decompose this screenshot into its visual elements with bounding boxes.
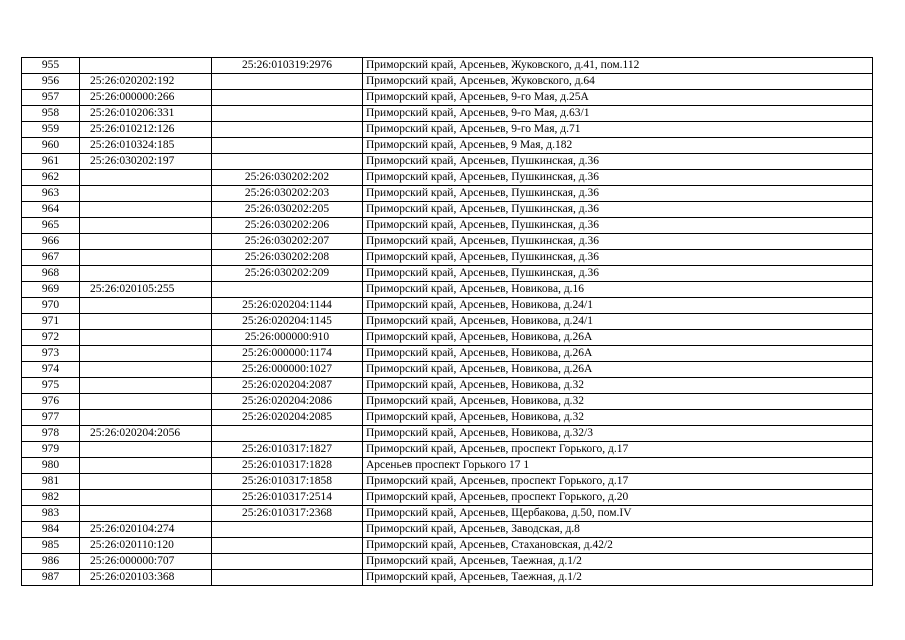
table-row [22, 490, 873, 506]
premises-cadastral-number-cell [212, 570, 363, 586]
address-cell: Приморский край, Арсеньев, 9-го Мая, д.71 [363, 122, 873, 138]
premises-cadastral-number-cell [212, 282, 363, 298]
cadastral-number-cell: 25:26:000000:266 [80, 90, 212, 106]
address-cell: Приморский край, Арсеньев, Жуковского, д.41, пом.112 [363, 58, 873, 74]
cadastral-number-cell [80, 202, 212, 218]
row-number-cell: 977 [22, 410, 80, 426]
premises-cadastral-number-cell: 25:26:030202:202 [212, 170, 363, 186]
row-number-cell: 986 [22, 554, 80, 570]
row-number-cell: 979 [22, 442, 80, 458]
row-number-cell: 985 [22, 538, 80, 554]
premises-cadastral-number-cell: 25:26:010317:2368 [212, 506, 363, 522]
table-row [22, 426, 873, 442]
row-number-cell: 972 [22, 330, 80, 346]
cadastral-number-cell [80, 378, 212, 394]
table-row [22, 378, 873, 394]
premises-cadastral-number-cell: 25:26:020204:2086 [212, 394, 363, 410]
cadastral-number-cell [80, 346, 212, 362]
cadastral-number-cell: 25:26:010206:331 [80, 106, 212, 122]
row-number-cell: 969 [22, 282, 80, 298]
address-cell: Приморский край, Арсеньев, Заводская, д.8 [363, 522, 873, 538]
premises-cadastral-number-cell: 25:26:010317:1827 [212, 442, 363, 458]
table-row [22, 394, 873, 410]
premises-cadastral-number-cell [212, 90, 363, 106]
premises-cadastral-number-cell: 25:26:030202:207 [212, 234, 363, 250]
address-cell: Приморский край, Арсеньев, 9-го Мая, д.63/1 [363, 106, 873, 122]
cadastral-number-cell [80, 218, 212, 234]
row-number-cell: 959 [22, 122, 80, 138]
address-cell: Приморский край, Арсеньев, Новикова, д.32 [363, 378, 873, 394]
address-cell: Приморский край, Арсеньев, Жуковского, д.64 [363, 74, 873, 90]
row-number-cell: 971 [22, 314, 80, 330]
cadastral-number-cell [80, 410, 212, 426]
premises-cadastral-number-cell: 25:26:010317:1858 [212, 474, 363, 490]
cadastral-number-cell: 25:26:020204:2056 [80, 426, 212, 442]
table-row [22, 234, 873, 250]
row-number-cell: 973 [22, 346, 80, 362]
row-number-cell: 962 [22, 170, 80, 186]
address-cell: Приморский край, Арсеньев, Таежная, д.1/2 [363, 554, 873, 570]
cadastral-number-cell [80, 234, 212, 250]
row-number-cell: 980 [22, 458, 80, 474]
table-row [22, 202, 873, 218]
table-row [22, 554, 873, 570]
premises-cadastral-number-cell: 25:26:020204:2087 [212, 378, 363, 394]
premises-cadastral-number-cell [212, 426, 363, 442]
cadastral-number-cell [80, 330, 212, 346]
row-number-cell: 981 [22, 474, 80, 490]
address-cell: Приморский край, Арсеньев, проспект Горького, д.17 [363, 474, 873, 490]
premises-cadastral-number-cell: 25:26:000000:910 [212, 330, 363, 346]
cadastral-number-cell [80, 458, 212, 474]
address-cell: Приморский край, Арсеньев, Пушкинская, д.36 [363, 266, 873, 282]
row-number-cell: 976 [22, 394, 80, 410]
table-row [22, 570, 873, 586]
address-cell: Приморский край, Арсеньев, Новикова, д.26А [363, 362, 873, 378]
row-number-cell: 978 [22, 426, 80, 442]
address-cell: Арсеньев проспект Горького 17 1 [363, 458, 873, 474]
cadastral-number-cell [80, 314, 212, 330]
premises-cadastral-number-cell [212, 138, 363, 154]
address-cell: Приморский край, Арсеньев, Новикова, д.16 [363, 282, 873, 298]
cadastral-number-cell [80, 490, 212, 506]
premises-cadastral-number-cell [212, 554, 363, 570]
premises-cadastral-number-cell [212, 538, 363, 554]
table-row [22, 250, 873, 266]
table-row [22, 186, 873, 202]
address-cell: Приморский край, Арсеньев, Стахановская, д.42/2 [363, 538, 873, 554]
table-row [22, 58, 873, 74]
premises-cadastral-number-cell: 25:26:030202:203 [212, 186, 363, 202]
address-cell: Приморский край, Арсеньев, Пушкинская, д.36 [363, 154, 873, 170]
address-cell: Приморский край, Арсеньев, Новикова, д.32/3 [363, 426, 873, 442]
cadastral-number-cell [80, 170, 212, 186]
address-cell: Приморский край, Арсеньев, 9-го Мая, д.25А [363, 90, 873, 106]
address-cell: Приморский край, Арсеньев, Пушкинская, д.36 [363, 218, 873, 234]
table-row [22, 474, 873, 490]
row-number-cell: 958 [22, 106, 80, 122]
table-row [22, 458, 873, 474]
row-number-cell: 966 [22, 234, 80, 250]
row-number-cell: 974 [22, 362, 80, 378]
row-number-cell: 955 [22, 58, 80, 74]
premises-cadastral-number-cell: 25:26:030202:205 [212, 202, 363, 218]
table-row [22, 218, 873, 234]
address-cell: Приморский край, Арсеньев, Новикова, д.24/1 [363, 314, 873, 330]
address-cell: Приморский край, Арсеньев, Новикова, д.32 [363, 394, 873, 410]
address-cell: Приморский край, Арсеньев, Пушкинская, д.36 [363, 234, 873, 250]
row-number-cell: 957 [22, 90, 80, 106]
table-row [22, 74, 873, 90]
cadastral-number-cell: 25:26:020110:120 [80, 538, 212, 554]
cadastral-number-cell [80, 474, 212, 490]
premises-cadastral-number-cell [212, 74, 363, 90]
premises-cadastral-number-cell: 25:26:010317:2514 [212, 490, 363, 506]
premises-cadastral-number-cell: 25:26:020204:2085 [212, 410, 363, 426]
premises-cadastral-number-cell [212, 106, 363, 122]
table-row [22, 106, 873, 122]
cadastral-number-cell [80, 442, 212, 458]
premises-cadastral-number-cell: 25:26:010319:2976 [212, 58, 363, 74]
row-number-cell: 961 [22, 154, 80, 170]
address-cell: Приморский край, Арсеньев, Новикова, д.32 [363, 410, 873, 426]
row-number-cell: 960 [22, 138, 80, 154]
table-body [22, 58, 873, 586]
table-row [22, 122, 873, 138]
table-row [22, 282, 873, 298]
row-number-cell: 967 [22, 250, 80, 266]
table-row [22, 314, 873, 330]
address-cell: Приморский край, Арсеньев, Щербакова, д.50, пом.IV [363, 506, 873, 522]
address-cell: Приморский край, Арсеньев, Новикова, д.24/1 [363, 298, 873, 314]
row-number-cell: 970 [22, 298, 80, 314]
table-row [22, 298, 873, 314]
cadastral-number-cell: 25:26:020104:274 [80, 522, 212, 538]
row-number-cell: 975 [22, 378, 80, 394]
table-row [22, 266, 873, 282]
cadastral-number-cell [80, 394, 212, 410]
cadastral-number-cell [80, 298, 212, 314]
table-row [22, 346, 873, 362]
cadastral-number-cell: 25:26:020105:255 [80, 282, 212, 298]
premises-cadastral-number-cell: 25:26:010317:1828 [212, 458, 363, 474]
table-row [22, 506, 873, 522]
address-cell: Приморский край, Арсеньев, Новикова, д.26А [363, 346, 873, 362]
cadastral-number-cell [80, 362, 212, 378]
row-number-cell: 964 [22, 202, 80, 218]
row-number-cell: 956 [22, 74, 80, 90]
cadastral-number-cell: 25:26:020202:192 [80, 74, 212, 90]
row-number-cell: 983 [22, 506, 80, 522]
premises-cadastral-number-cell: 25:26:030202:206 [212, 218, 363, 234]
cadastral-number-cell [80, 250, 212, 266]
premises-cadastral-number-cell: 25:26:020204:1144 [212, 298, 363, 314]
row-number-cell: 968 [22, 266, 80, 282]
row-number-cell: 963 [22, 186, 80, 202]
cadastral-number-cell: 25:26:010212:126 [80, 122, 212, 138]
table-row [22, 90, 873, 106]
row-number-cell: 987 [22, 570, 80, 586]
cadastral-number-cell: 25:26:010324:185 [80, 138, 212, 154]
table-row [22, 154, 873, 170]
premises-cadastral-number-cell [212, 154, 363, 170]
premises-cadastral-number-cell [212, 522, 363, 538]
premises-cadastral-number-cell [212, 122, 363, 138]
premises-cadastral-number-cell: 25:26:030202:208 [212, 250, 363, 266]
table-row [22, 522, 873, 538]
premises-cadastral-number-cell: 25:26:000000:1027 [212, 362, 363, 378]
cadastral-number-cell [80, 266, 212, 282]
cadastral-number-cell [80, 186, 212, 202]
premises-cadastral-number-cell: 25:26:020204:1145 [212, 314, 363, 330]
address-cell: Приморский край, Арсеньев, Пушкинская, д.36 [363, 186, 873, 202]
row-number-cell: 984 [22, 522, 80, 538]
cadastral-number-cell [80, 506, 212, 522]
address-cell: Приморский край, Арсеньев, Новикова, д.26А [363, 330, 873, 346]
premises-cadastral-number-cell: 25:26:030202:209 [212, 266, 363, 282]
row-number-cell: 965 [22, 218, 80, 234]
cadastral-number-cell: 25:26:030202:197 [80, 154, 212, 170]
table-row [22, 442, 873, 458]
property-register-table [21, 57, 873, 586]
address-cell: Приморский край, Арсеньев, 9 Мая, д.182 [363, 138, 873, 154]
cadastral-number-cell [80, 58, 212, 74]
address-cell: Приморский край, Арсеньев, проспект Горького, д.20 [363, 490, 873, 506]
address-cell: Приморский край, Арсеньев, Таежная, д.1/2 [363, 570, 873, 586]
premises-cadastral-number-cell: 25:26:000000:1174 [212, 346, 363, 362]
table-row [22, 170, 873, 186]
address-cell: Приморский край, Арсеньев, Пушкинская, д.36 [363, 170, 873, 186]
table-row [22, 138, 873, 154]
cadastral-number-cell: 25:26:000000:707 [80, 554, 212, 570]
cadastral-number-cell: 25:26:020103:368 [80, 570, 212, 586]
table-row [22, 362, 873, 378]
table-row [22, 538, 873, 554]
table-row [22, 330, 873, 346]
row-number-cell: 982 [22, 490, 80, 506]
address-cell: Приморский край, Арсеньев, Пушкинская, д.36 [363, 202, 873, 218]
address-cell: Приморский край, Арсеньев, проспект Горького, д.17 [363, 442, 873, 458]
table-row [22, 410, 873, 426]
address-cell: Приморский край, Арсеньев, Пушкинская, д.36 [363, 250, 873, 266]
